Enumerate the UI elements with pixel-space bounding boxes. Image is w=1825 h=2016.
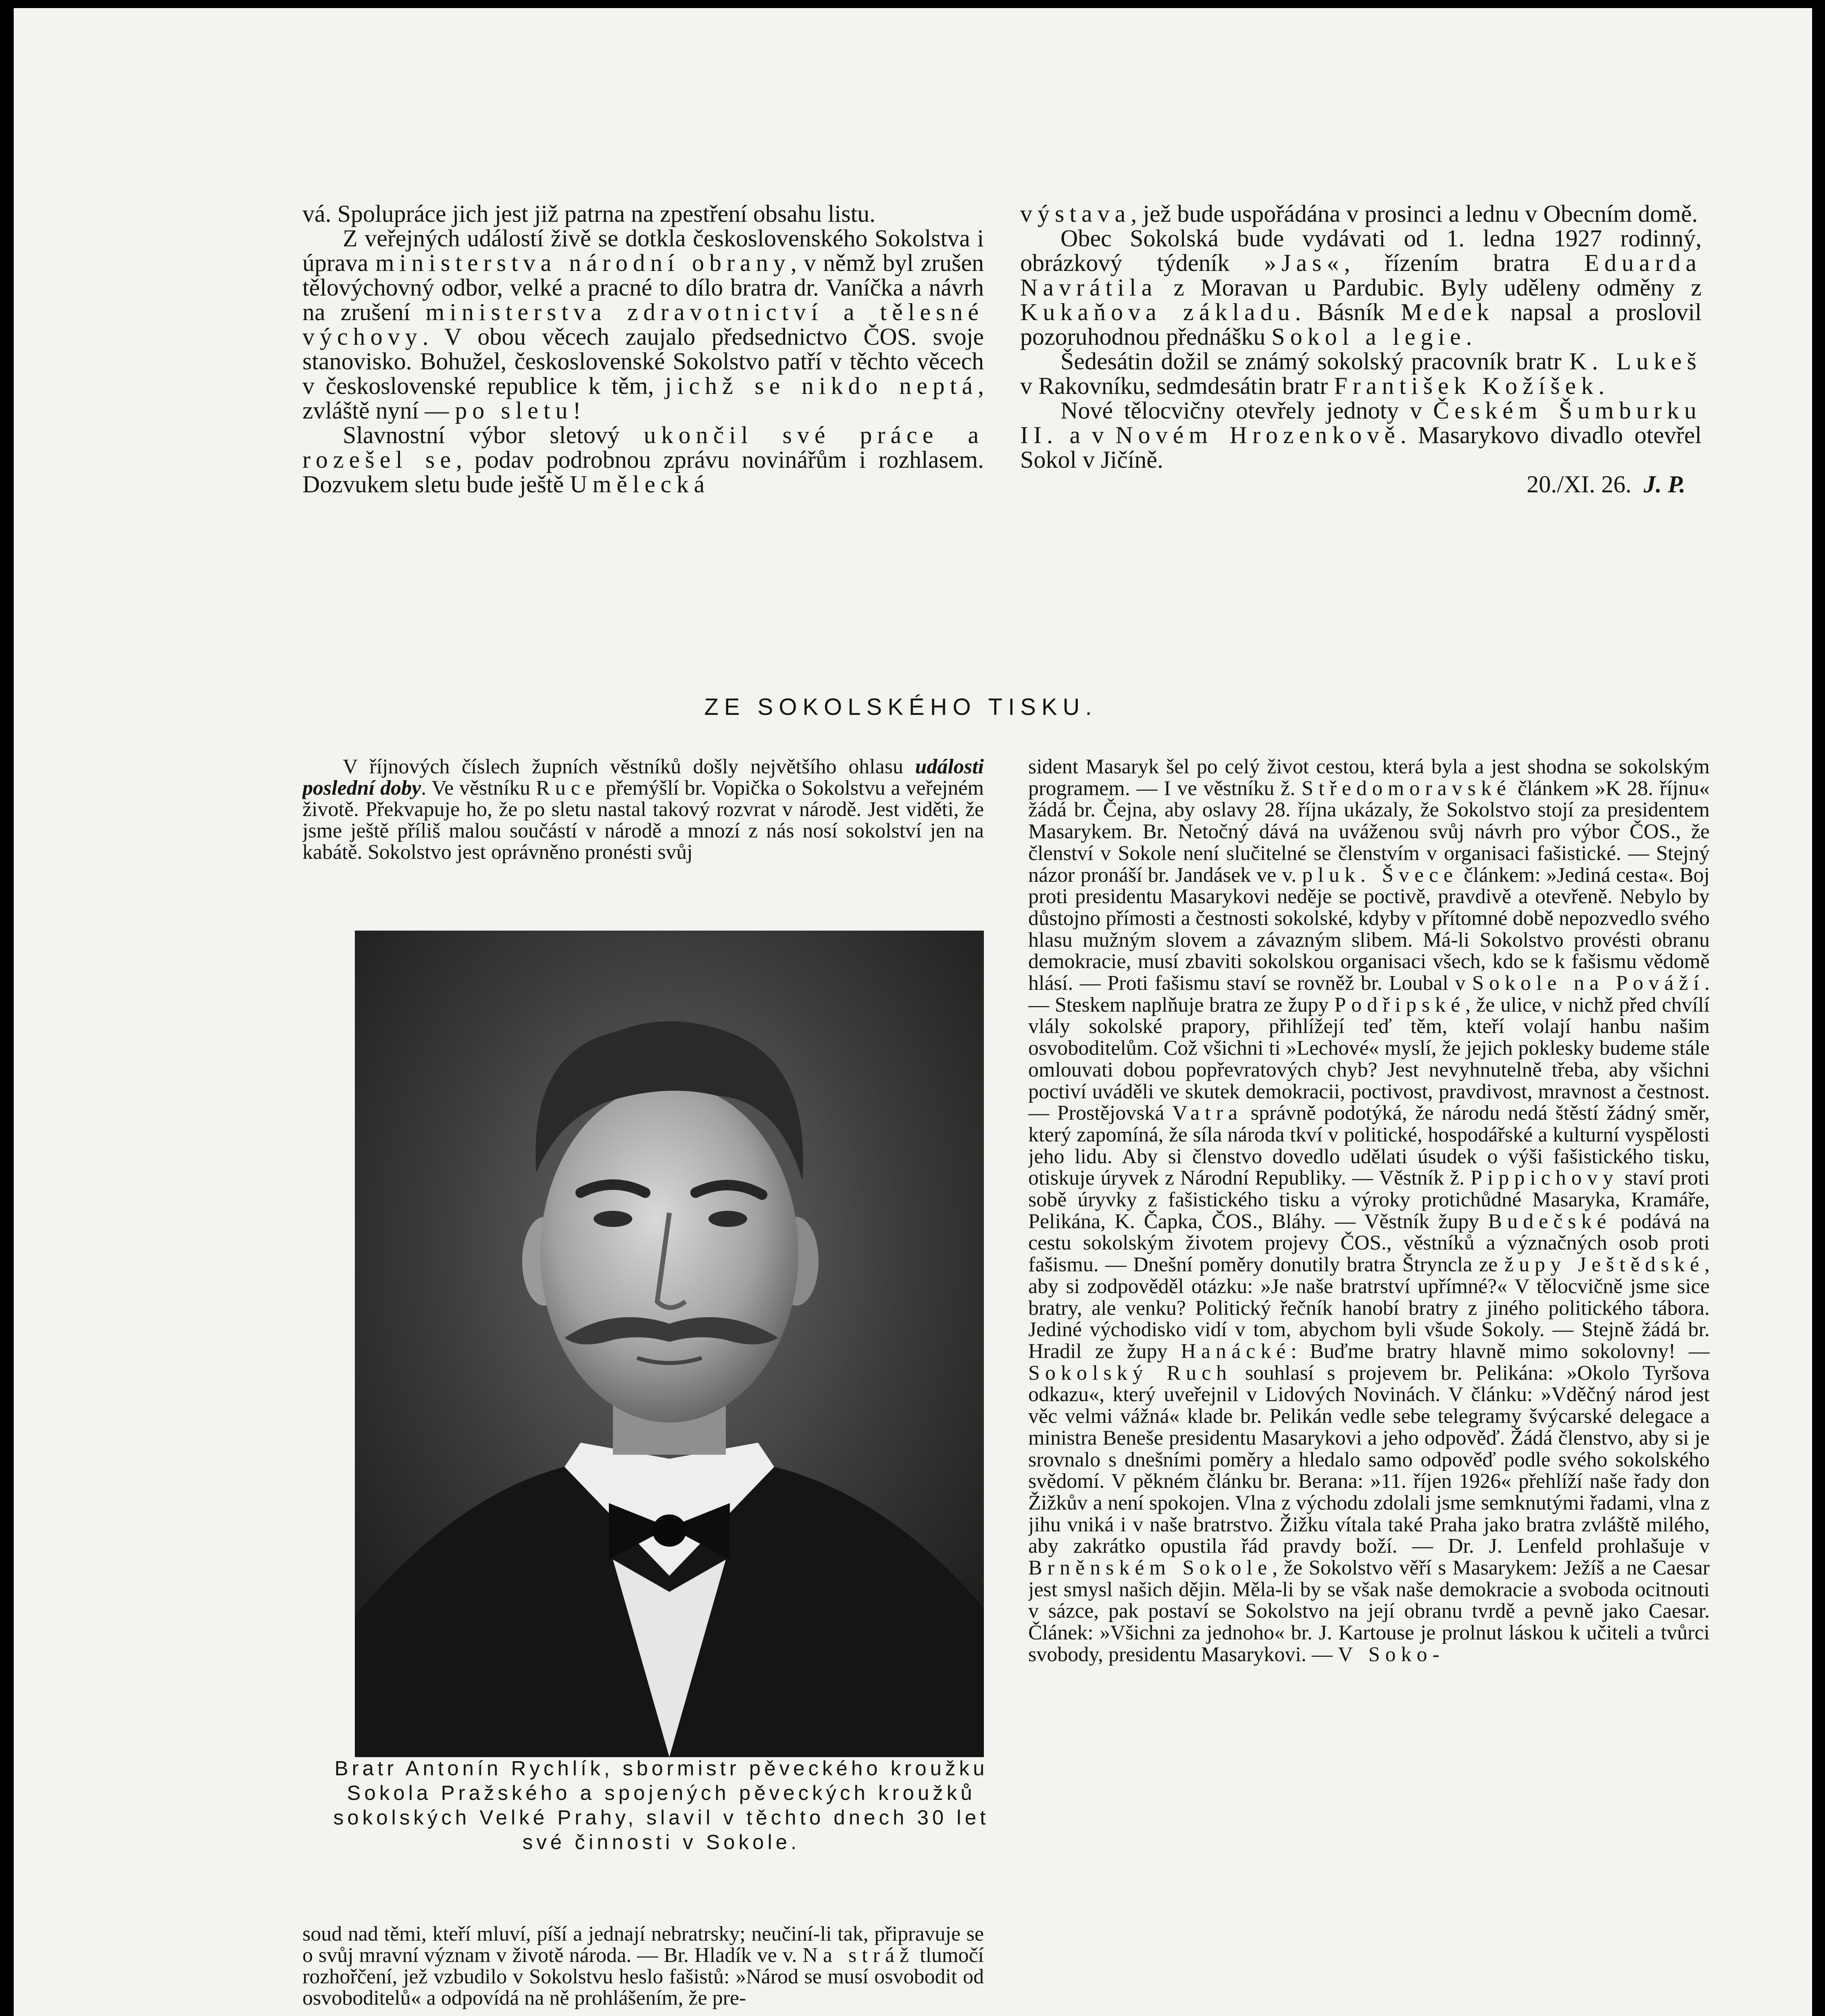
section-title: ZE SOKOLSKÉHO TISKU. bbox=[704, 694, 1098, 720]
top-right-column bbox=[1020, 202, 1702, 665]
paragraph: Nové tělocvičny otevřely jednoty v Českém Šumburku II. a v Novém Hrozenkově. Masarykovo divadlo otevřel Sokol v Jičíně. bbox=[1020, 397, 1702, 473]
paragraph: Slavnostní výbor sletový ukončil své práce a rozešel se, podav podrobnou zprávu novinářům i rozhlasem. Dozvukem sletu bude ještě Umělecká bbox=[302, 422, 984, 498]
top-left-column bbox=[302, 202, 984, 665]
signature-date: 20./XI. 26. bbox=[1527, 471, 1632, 498]
paragraph: V říjnových číslech župních věstníků došly největšího ohlasu události poslední doby. Ve věstníku Ruce přemýšlí br. Vopička o Sokolstvu a veřejném životě. Překvapuje ho, že po sletu nastal takový rozvrat v národě. Jest viděti, že jsme ještě příliš malou součástí v národě a mnozí z nás nosí sokolství jen na kabátě. Sokolstvo jest oprávněno pronésti svůj bbox=[302, 756, 984, 864]
paragraph: sident Masaryk šel po celý život cestou, která byla a jest shodna se sokolským programem. — I ve věstníku ž. Středomoravské článkem »K 28. říjnu« žádá br. Čejna, aby oslavy 28. října ukázaly, že Sokolstvo stojí za presidentem Masarykem. Br. Netočný dává na uváženou svůj návrh pro výbor ČOS., že členství v Sokole není slučitelné se členstvím v organisaci fašistické. — Stejný názor pronáší br. Jandásek ve v. pluk. Švece článkem: »Jediná cesta«. Boj proti presidentu Masarykovi neděje se poctivě, pravdivě a otevřeně. Nebylo by důstojno přímosti a čestnosti sokolské, kdyby v přítomné době nepozvedlo svého hlasu mužným slovem a závazným slibem. Má-li Sokolstvo provésti obranu demokracie, musí zbaviti sokolskou organisaci všech, kdo se k fašismu vědomě hlásí. — Proti fašismu staví se rovněž br. Loubal v Sokole na Pováží. — Steskem naplňuje bratra ze župy Podřipské, že ulice, v nichž před chvílí vlály sokolské prapory, přihlížejí teď těm, kteří volají hanbu našim osvoboditelům. Což všichni ti »Lechové« myslí, že jejich poklesky budeme stále omlouvati dobou popřevratových chyb? Jest nevyhnutelně třeba, aby všichni poctiví uváděli ve skutek demokracii, poctivost, pravdivost, mravnost a čestnost. — Prostějovská Vatra správně podotýká, že národu nedá štěstí žádný směr, který zapomíná, že síla národa tkví v politické, hospodářské a kulturní vyspělosti jeho lidu. Aby si členstvo dovedlo udělati úsudek o výši fašistického tisku, otiskuje úryvek z Národní Republiky. — Věstník ž. Pippichovy staví proti sobě úryvky z fašistického tisku a výroky protichůdné Masaryka, Kramáře, Pelikána, K. Čapka, ČOS., Bláhy. — Věstník župy Budečské podává na cestu sokolským životem projevy ČOS., věstníků a význačných osob proti fašismu. — Dnešní poměry donutily bratra Štryncla ze župy Ještědské, aby si zodpověděl otázku: »Je naše bratrství upřímné?« V tělocvičně jsme sice bratry, ale venku? Politický řečník hanobí bratry z jiného politického tábora. Jediné východisko vidí v tom, abychom byli všude Sokoly. — Stejně žádá br. Hradil ze župy Hanácké: Buďme bratry hlavně mimo sokolovny! — Sokolský Ruch souhlasí s projevem br. Pelikána: »Okolo Tyršova odkazu«, který uveřejnil v Lidových Novinách. V článku: »Vděčný národ jest věc velmi vážná« klade br. Pelikán vedle sebe telegramy švýcarské delegace a ministra Beneše presidentu Masarykovi a jeho odpověď. Žádá členstvo, aby si je srovnalo s dnešními poměry a hledalo samo odpověď podle svého sokolského svědomí. V pěkném článku br. Berana: »11. říjen 1926« přehlíží naše řady don Žižkův a není spokojen. Vlna z východu zdolali jsme semknutými řadami, vlna z jihu vniká i v naše bratrstvo. Žižku vítala také Praha jako bratra zvláště milého, aby zakrátko opustila řád pravdy boží. — Dr. J. Lenfeld prohlašuje v Brněnském Sokole, že Sokolstvo věří s Masarykem: Ježíš a ne Caesar jest smysl našich dějin. Měla-li by se však naše demokracie a svoboda ocitnouti v sázce, pak postaví se Sokolstvo na její obranu tvrdě a pevně jako Caesar. Článek: »Všichni za jednoho« br. J. Kartouse je prolnut láskou k učiteli a tvůrci svobody, presidentu Masarykovi. — V Soko- bbox=[1028, 756, 1710, 1666]
bottom-right-column bbox=[1028, 756, 1710, 2016]
photo-caption: Bratr Antonín Rychlík, sbormistr pěveckého kroužku Sokola Pražského a spojených pěveckých kroužků sokolských Velké Prahy, slavil v těchto dnech 30 let své činnosti v Sokole. bbox=[333, 1757, 990, 1854]
paragraph: Šedesátin dožil se známý sokolský pracovník bratr K. Lukeš v Rakovníku, sedmdesátin bratr František Kožíšek. bbox=[1020, 348, 1702, 399]
journal-page bbox=[14, 8, 1812, 2016]
signature-initials: J. P. bbox=[1644, 471, 1685, 498]
signature bbox=[1020, 472, 1702, 497]
bottom-left-column-upper bbox=[302, 756, 984, 925]
paragraph: vá. Spolupráce jich jest již patrna na zpestření obsahu listu. bbox=[302, 202, 876, 227]
paragraph: výstava, jež bude uspořádána v prosinci a lednu v Obecním domě. bbox=[1020, 202, 1698, 227]
bottom-left-column-lower bbox=[302, 1923, 984, 2016]
paragraph: soud nad těmi, kteří mluví, píší a jednají nebratrsky; neučiní-li tak, připravuje se o svůj mravní význam v životě národa. — Br. Hladík ve v. Na stráž tlumočí rozhořčení, jež vzbudilo v Sokolstvu heslo fašistů: »Národ se musí osvobodit od osvoboditelů« a odpovídá na ně prohlášením, že pre- bbox=[302, 1923, 984, 2010]
paragraph: Z veřejných událostí živě se dotkla československého Sokolstva i úprava ministerstva národní obrany, v němž byl zrušen tělovýchovný odbor, velké a pracné to dílo bratra dr. Vaníčka a návrh na zrušení ministerstva zdravotnictví a tělesné výchovy. V obou věcech zaujalo předsednictvo ČOS. svoje stanovisko. Bohužel, československé Sokolstvo patří v těchto věcech v československé republice k těm, jichž se nikdo neptá, zvláště nyní — po sletu! bbox=[302, 225, 984, 424]
paragraph: Obec Sokolská bude vydávati od 1. ledna 1927 rodinný, obrázkový týdeník »Jas«, řízením bratra Eduarda Navrátila z Moravan u Pardubic. Byly uděleny odměny z Kukaňova základu. Básník Medek napsal a proslovil pozoruhodnou přednášku Sokol a legie. bbox=[1020, 225, 1702, 350]
portrait-photo bbox=[355, 931, 984, 1757]
portrait-illustration bbox=[355, 931, 984, 1757]
